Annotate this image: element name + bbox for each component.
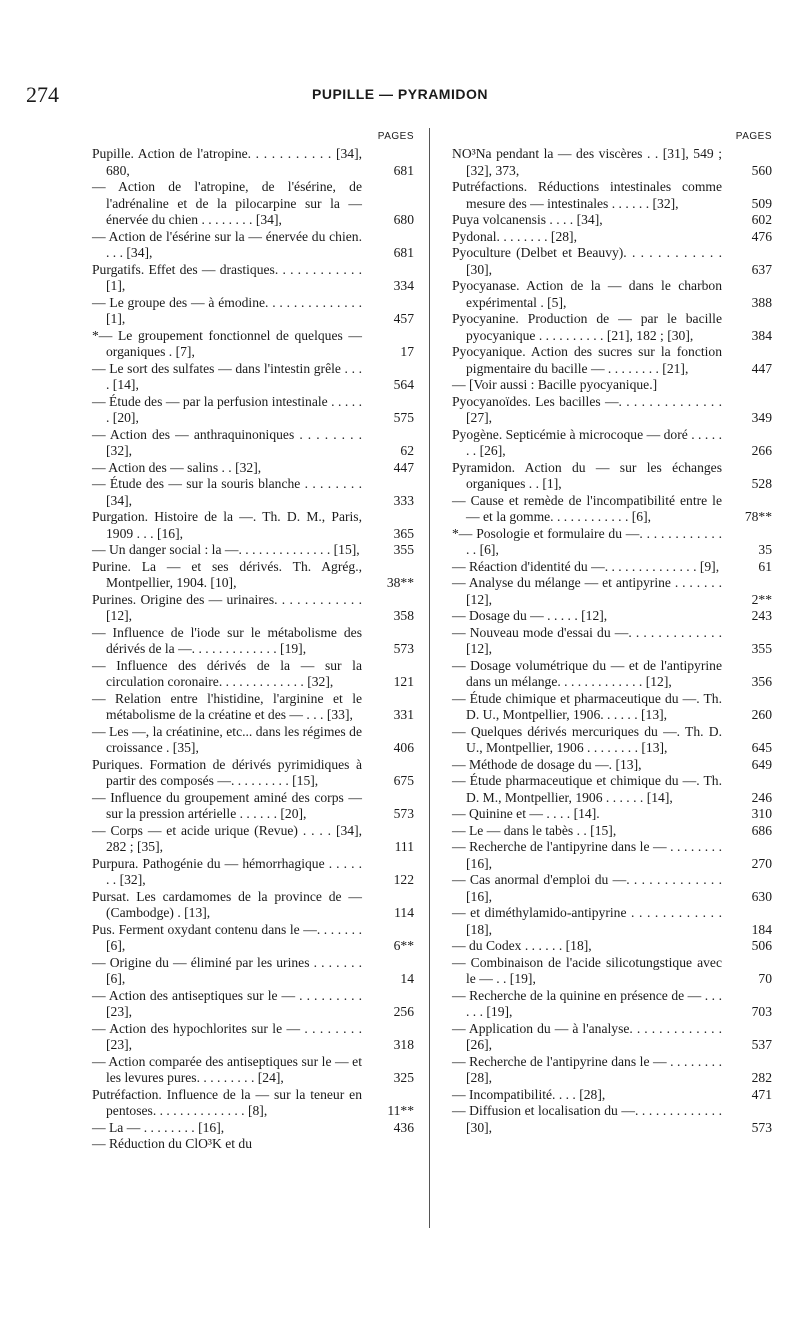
entry-page: 6** — [393, 938, 414, 953]
index-entry — [452, 146, 772, 179]
entry-page: 358 — [393, 608, 414, 623]
index-entry — [452, 559, 772, 576]
entry-page: 318 — [393, 1037, 414, 1052]
entry-text: — Méthode de dosage du —. [13], — [452, 756, 642, 772]
entry-page: 243 — [751, 608, 772, 623]
index-entry — [452, 427, 772, 460]
entry-text: Purine. La — et ses dérivés. Th. Agrég., Montpellier, 1904. [10], — [92, 558, 362, 590]
index-entry — [452, 773, 772, 806]
index-entry — [92, 790, 414, 823]
entry-text: *— Le groupement fonctionnel de quelques — organiques . [7], — [92, 327, 362, 359]
entry-page: 506 — [751, 938, 772, 953]
entry-text: — Action de l'atropine, de l'ésérine, de l'adrénaline et de la pilocarpine sur la — énervée du chien . . . . . . . . [34], — [92, 179, 362, 227]
entry-text: — du Codex . . . . . . [18], — [452, 938, 592, 953]
index-entry — [452, 1087, 772, 1104]
entry-page: 703 — [751, 1004, 772, 1019]
entry-text: — Dosage volumétrique du — et de l'antipyrine dans un mélange. . . . . . . . . . . . . [12], — [452, 657, 722, 689]
entry-text: — Le — dans le tabès . . [15], — [452, 822, 617, 838]
index-entry — [92, 889, 414, 922]
index-entry — [452, 988, 772, 1021]
index-entry — [452, 938, 772, 955]
entry-text: — Étude pharmaceutique et chimique du —. Th. D. M., Montpellier, 1906 . . . . . . [14], — [452, 773, 722, 805]
entry-text: Pus. Ferment oxydant contenu dans le —. . . . . . . [6], — [92, 921, 362, 953]
entry-page: 14 — [400, 971, 414, 986]
entry-text: — Cause et remède de l'incompatibilité entre le — et la gomme. . . . . . . . . . . . [6], — [452, 492, 722, 524]
entry-text: — Le sort des sulfates — dans l'intestin grêle . . . . [14], — [92, 360, 362, 392]
entry-page: 681 — [393, 245, 414, 260]
index-entry — [452, 377, 772, 394]
entry-page: 564 — [393, 377, 414, 392]
entry-text: Pyocyanique. Action des sucres sur la fonction pigmentaire du bacille — . . . . . . . . [21], — [452, 344, 722, 376]
entry-page: 61 — [758, 558, 772, 574]
entry-text: — Influence du groupement aminé des corps — sur la pression artérielle . . . . . . [20], — [92, 789, 362, 821]
entry-page: 681 — [393, 162, 414, 178]
index-entry — [452, 460, 772, 493]
entry-page: 447 — [393, 459, 414, 475]
entry-text: — Recherche de la quinine en présence de — . . . . . . [19], — [452, 987, 722, 1019]
index-entry — [452, 955, 772, 988]
index-entry — [92, 542, 414, 559]
index-entry — [92, 427, 414, 460]
entry-page: 509 — [751, 195, 772, 211]
entry-page: 537 — [751, 1037, 772, 1052]
entry-text: Pyoculture (Delbet et Beauvy). . . . . . . . . . . . [30], — [452, 245, 722, 277]
entry-page: 686 — [751, 822, 772, 838]
index-entry — [92, 724, 414, 757]
index-entry — [452, 179, 772, 212]
index-entry — [452, 905, 772, 938]
entry-page: 310 — [751, 806, 772, 821]
index-entry — [92, 757, 414, 790]
index-entry — [452, 278, 772, 311]
index-entry — [452, 757, 772, 774]
entry-text: — Quelques dérivés mercuriques du —. Th. D. U., Montpellier, 1906 . . . . . . . . [13], — [452, 723, 722, 755]
index-entry — [92, 856, 414, 889]
index-entry — [92, 592, 414, 625]
entry-text: Purgation. Histoire de la —. Th. D. M., Paris, 1909 . . . [16], — [92, 509, 362, 541]
entry-page: 282 — [751, 1070, 772, 1085]
pages-label: PAGES — [735, 131, 772, 142]
index-entry — [92, 476, 414, 509]
page-number: 274 — [26, 82, 59, 107]
entry-text: — Les —, la créatinine, etc... dans les régimes de croissance . [35], — [92, 723, 362, 755]
entry-page: 331 — [393, 707, 414, 722]
index-entry — [452, 658, 772, 691]
entry-page: 384 — [751, 327, 772, 343]
entry-text: *— Posologie et formulaire du —. . . . . . . . . . . . . . [6], — [452, 525, 722, 557]
entry-page: 70 — [758, 971, 772, 986]
index-entry — [452, 839, 772, 872]
entry-text: Pyocyanine. Production de — par le bacille pyocyanique . . . . . . . . . . [21], 182 ; [30], — [452, 311, 722, 343]
entry-text: — et diméthylamido-antipyrine . . . . . . . . . . . . [18], — [452, 905, 722, 937]
index-entry — [92, 1120, 414, 1137]
entry-text: — Étude chimique et pharmaceutique du —. Th. D. U., Montpellier, 1906. . . . . . [13], — [452, 690, 722, 722]
running-title: PUPILLE — PYRAMIDON — [312, 86, 488, 102]
entry-page: 573 — [751, 1119, 772, 1135]
entry-page: 457 — [393, 311, 414, 326]
entry-page: 121 — [393, 674, 414, 689]
entry-text: — Action des antiseptiques sur le — . . . . . . . . . [23], — [92, 987, 362, 1019]
right-column — [452, 128, 772, 1136]
entry-text: Purines. Origine des — urinaires. . . . . . . . . . . . [12], — [92, 591, 362, 623]
index-entry — [452, 245, 772, 278]
entry-page: 38** — [386, 575, 414, 590]
index-entry — [452, 724, 772, 757]
entry-text: Pydonal. . . . . . . . [28], — [452, 228, 577, 244]
index-entry — [92, 361, 414, 394]
index-entry — [452, 1054, 772, 1087]
entry-page: 645 — [751, 740, 772, 755]
entry-text: — Recherche de l'antipyrine dans le — . . . . . . . . [16], — [452, 839, 722, 871]
index-entry — [92, 1054, 414, 1087]
column-divider — [429, 128, 430, 1228]
entry-page: 365 — [393, 525, 414, 541]
entry-page: 476 — [751, 228, 772, 244]
entry-page: 334 — [393, 278, 414, 293]
entry-text: — Recherche de l'antipyrine dans le — . . . . . . . . [28], — [452, 1053, 722, 1085]
entry-page: 2** — [751, 591, 772, 607]
entry-text: — Influence de l'iode sur le métabolisme des dérivés de la —. . . . . . . . . . . . . [19], — [92, 624, 362, 656]
entry-text: — Action de l'ésérine sur la — énervée du chien. . . . [34], — [92, 228, 362, 260]
entry-text: — Dosage du — . . . . . [12], — [452, 608, 608, 623]
index-entry — [92, 1021, 414, 1054]
entry-text: Pyramidon. Action du — sur les échanges organiques . . [1], — [452, 459, 722, 491]
entry-page: 649 — [751, 756, 772, 772]
entry-page: 356 — [751, 674, 772, 689]
entry-text: Puya volcanensis . . . . [34], — [452, 212, 603, 227]
entry-text: Putréfactions. Réductions intestinales comme mesure des — intestinales . . . . . . [32], — [452, 179, 722, 211]
entry-text: — Étude des — sur la souris blanche . . . . . . . . [34], — [92, 476, 362, 508]
entry-page: 388 — [751, 294, 772, 310]
entry-page: 602 — [751, 212, 772, 227]
entry-page: 436 — [393, 1119, 414, 1135]
index-entry — [452, 229, 772, 246]
index-entry — [452, 212, 772, 229]
entry-page: 184 — [751, 921, 772, 937]
entry-page: 575 — [393, 410, 414, 425]
entry-text: — Analyse du mélange — et antipyrine . . . . . . . [12], — [452, 575, 722, 607]
entry-page: 560 — [751, 162, 772, 178]
entry-page: 270 — [751, 855, 772, 871]
entry-text: Purgatifs. Effet des — drastiques. . . . . . . . . . . . [1], — [92, 261, 362, 293]
index-entry — [92, 988, 414, 1021]
entry-page: 333 — [393, 492, 414, 508]
index-entry — [92, 922, 414, 955]
index-entry — [92, 262, 414, 295]
entry-page: 355 — [393, 542, 414, 557]
index-entry — [92, 328, 414, 361]
entry-text: — Incompatibilité. . . . [28], — [452, 1086, 606, 1102]
entry-page: 78** — [744, 509, 772, 524]
index-entry — [92, 509, 414, 542]
entry-text: — Application du — à l'analyse. . . . . . . . . . . . . [26], — [452, 1020, 722, 1052]
index-entry — [452, 526, 772, 559]
entry-text: — Diffusion et localisation du —. . . . . . . . . . . . . [30], — [452, 1103, 722, 1135]
index-entry — [452, 344, 772, 377]
entry-text: — Relation entre l'histidine, l'arginine et le métabolisme de la créatine et des — . . . [33], — [92, 690, 362, 722]
entry-text: Pyogène. Septicémie à microcoque — doré . . . . . . . [26], — [452, 426, 722, 458]
index-entry — [452, 1103, 772, 1136]
page-header — [0, 82, 800, 112]
entry-text: — Origine du — éliminé par les urines . . . . . . . [6], — [92, 954, 362, 986]
entry-page: 260 — [751, 707, 772, 722]
entry-text: — Réaction d'identité du —. . . . . . . . . . . . . . [9], — [452, 558, 720, 574]
entry-text: — Action des — salins . . [32], — [92, 459, 262, 475]
entry-page: 573 — [393, 806, 414, 821]
entry-page: 266 — [751, 443, 772, 458]
left-entries — [92, 146, 414, 1153]
entry-page: 447 — [751, 360, 772, 376]
entry-text: — La — . . . . . . . . [16], — [92, 1119, 225, 1135]
index-entry — [452, 691, 772, 724]
entry-page: 17 — [400, 344, 414, 359]
entry-page: 62 — [400, 443, 414, 458]
entry-page: 349 — [751, 410, 772, 425]
entry-text: — Action des hypochlorites sur le — . . . . . . . . [23], — [92, 1020, 362, 1052]
entry-page: 122 — [393, 872, 414, 887]
index-entry — [452, 493, 772, 526]
entry-page: 111 — [394, 839, 414, 854]
index-entry — [92, 229, 414, 262]
entry-page: 406 — [393, 740, 414, 755]
index-entry — [452, 872, 772, 905]
entry-page: 11** — [387, 1103, 414, 1118]
entry-page: 630 — [751, 888, 772, 904]
entry-page: 680 — [393, 212, 414, 227]
index-entry — [92, 460, 414, 477]
index-entry — [92, 625, 414, 658]
entry-text: — Quinine et — . . . . [14]. — [452, 806, 600, 821]
entry-page: 35 — [758, 542, 772, 557]
index-entry — [92, 559, 414, 592]
index-entry — [452, 311, 772, 344]
index-entry — [92, 295, 414, 328]
entry-text: Pursat. Les cardamomes de la province de — (Cambodge) . [13], — [92, 888, 362, 920]
entry-text: Pyocyanoïdes. Les bacilles —. . . . . . . . . . . . . . [27], — [452, 393, 722, 425]
entry-text: Purpura. Pathogénie du — hémorrhagique . . . . . . . [32], — [92, 855, 362, 887]
entry-text: — Réduction du ClO³K et du — [92, 1136, 253, 1151]
index-entry — [452, 806, 772, 823]
entry-text: — Action comparée des antiseptiques sur le — et les levures pures. . . . . . . . . [24], — [92, 1053, 362, 1085]
entry-page: 246 — [751, 789, 772, 805]
entry-text: — Le groupe des — à émodine. . . . . . . . . . . . . . [1], — [92, 294, 362, 326]
index-entry — [452, 625, 772, 658]
entry-text: — Action des — anthraquinoniques . . . . . . . . [32], — [92, 426, 362, 458]
index-entry — [92, 1136, 414, 1153]
entry-page: 355 — [751, 641, 772, 656]
index-entry — [92, 146, 414, 179]
right-entries — [452, 146, 772, 1136]
entry-text: Puriques. Formation de dérivés pyrimidiques à partir des composés —. . . . . . . . . [15], — [92, 756, 362, 788]
entry-page: 637 — [751, 261, 772, 277]
entry-page: 325 — [393, 1070, 414, 1085]
entry-text: — Un danger social : la —. . . . . . . . . . . . . . [15], — [92, 542, 360, 557]
entry-text: Putréfaction. Influence de la — sur la teneur en pentoses. . . . . . . . . . . . . . [8], — [92, 1086, 362, 1118]
index-entry — [92, 658, 414, 691]
entry-text: — Cas anormal d'emploi du —. . . . . . . . . . . . . [16], — [452, 872, 722, 904]
entry-page: 256 — [393, 1004, 414, 1019]
entry-text: — Étude des — par la perfusion intestinale . . . . . . [20], — [92, 393, 362, 425]
entry-text: NO³Na pendant la — des viscères . . [31], 549 ; [32], 373, — [452, 146, 722, 178]
index-entry — [92, 823, 414, 856]
entry-text: — Combinaison de l'acide silicotungstique avec le — . . [19], — [452, 954, 722, 986]
index-entry — [452, 823, 772, 840]
index-entry — [452, 608, 772, 625]
index-entry — [452, 394, 772, 427]
index-entry — [92, 691, 414, 724]
index-entry — [452, 575, 772, 608]
index-entry — [92, 1087, 414, 1120]
entry-text: Pupille. Action de l'atropine. . . . . . . . . . . [34], 680, — [92, 146, 362, 178]
index-entry — [92, 394, 414, 427]
entry-page: 528 — [751, 476, 772, 491]
index-entry — [92, 179, 414, 229]
entry-text: — Corps — et acide urique (Revue) . . . . [34], 282 ; [35], — [92, 822, 362, 854]
index-entry — [92, 955, 414, 988]
entry-page: 675 — [393, 773, 414, 788]
entry-text: — Influence des dérivés de la — sur la circulation coronaire. . . . . . . . . . . . . [32], — [92, 657, 362, 689]
index-entry — [452, 1021, 772, 1054]
entry-page: 471 — [751, 1086, 772, 1102]
entry-text: Pyocyanase. Action de la — dans le charbon expérimental . [5], — [452, 278, 722, 310]
entry-page: 573 — [393, 641, 414, 656]
left-column — [92, 128, 414, 1153]
entry-text: — Nouveau mode d'essai du —. . . . . . . . . . . . . [12], — [452, 624, 722, 656]
pages-label: PAGES — [377, 131, 414, 142]
entry-page: 114 — [394, 905, 414, 920]
entry-text: — [Voir aussi : Bacille pyocyanique.] — [452, 377, 658, 392]
